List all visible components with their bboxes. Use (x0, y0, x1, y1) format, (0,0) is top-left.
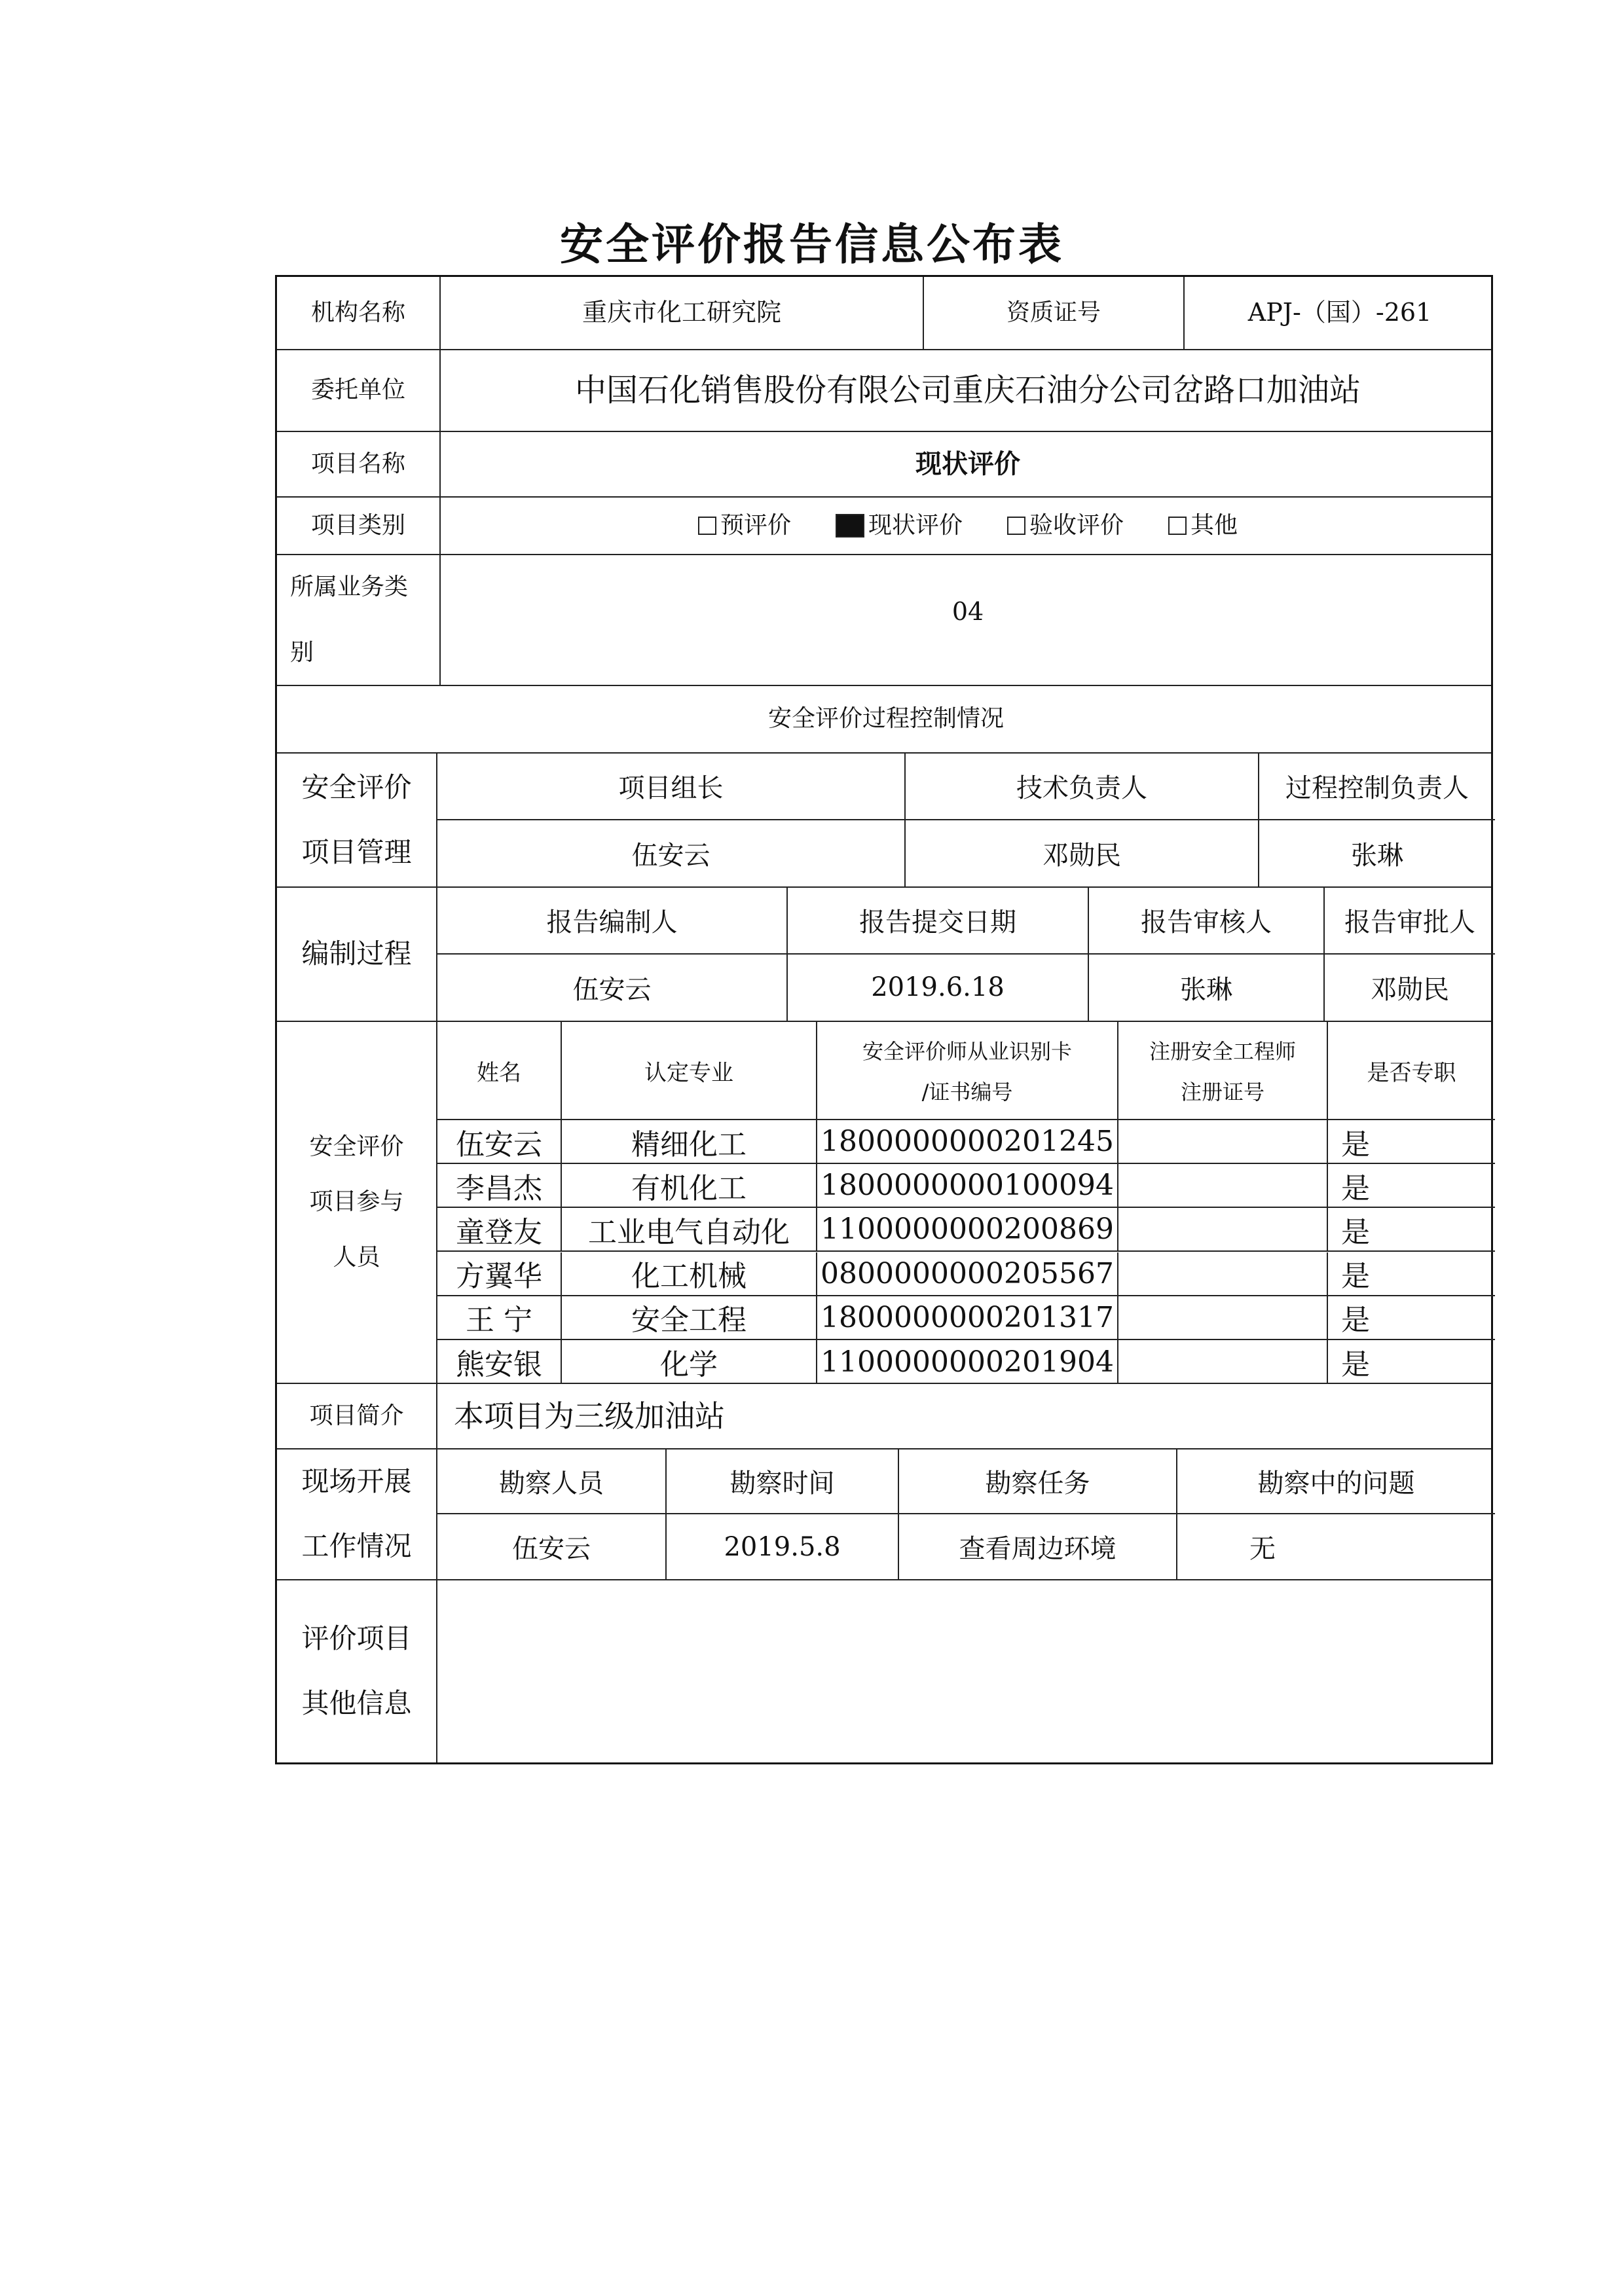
row-business-category (277, 555, 1491, 686)
participant-name: 童登友 (437, 1208, 562, 1250)
project-name-label: 项目名称 (277, 432, 441, 496)
header-surveyor: 勘察人员 (437, 1449, 667, 1513)
option-acceptance-evaluation[interactable]: 验收评价 (1007, 509, 1124, 542)
header-card-number: 安全评价师从业识别卡 /证书编号 (817, 1022, 1118, 1119)
participant-name: 方翼华 (437, 1252, 562, 1295)
header-tech-lead: 技术负责人 (906, 754, 1259, 819)
participant-card-number: 1100000000201904 (817, 1340, 1118, 1384)
client-value: 中国石化销售股份有限公司重庆石油分公司岔路口加油站 (574, 371, 1361, 409)
project-type-options (441, 498, 1495, 554)
participants-grid (437, 1022, 1495, 1383)
header-approver: 报告审批人 (1344, 907, 1475, 938)
participant-registration-number (1118, 1120, 1328, 1163)
participant-fulltime: 是 (1341, 1127, 1370, 1161)
header-reviewer: 报告审核人 (1089, 888, 1325, 953)
participant-fulltime: 是 (1341, 1303, 1370, 1338)
management-header-row (437, 754, 1495, 820)
participant-specialty: 化学 (562, 1340, 817, 1384)
participant-registration-number (1118, 1296, 1328, 1339)
header-team-leader: 项目组长 (437, 754, 906, 819)
participant-fulltime: 是 (1341, 1171, 1370, 1205)
management-grid (437, 754, 1495, 886)
participant-row (437, 1164, 1495, 1208)
checked-box-icon (836, 514, 864, 538)
option-pre-evaluation[interactable]: 预评价 (698, 509, 791, 542)
participant-specialty: 有机化工 (562, 1164, 817, 1207)
participant-fulltime: 是 (1341, 1260, 1370, 1294)
participant-name: 王 宁 (437, 1296, 562, 1339)
participant-card-number: 1800000000100094 (817, 1164, 1118, 1207)
header-fulltime: 是否专职 (1367, 1059, 1456, 1086)
row-org (277, 277, 1491, 350)
participant-specialty: 安全工程 (562, 1296, 817, 1339)
page-title: 安全评价报告信息公布表 (560, 219, 1064, 270)
site-work-value-row (437, 1514, 1495, 1579)
participant-row (437, 1296, 1495, 1340)
participant-fulltime: 是 (1341, 1215, 1370, 1249)
project-name-value: 现状评价 (915, 449, 1020, 479)
cert-label: 资质证号 (924, 277, 1185, 349)
participant-fulltime: 是 (1341, 1348, 1370, 1382)
checkbox-icon (698, 517, 716, 535)
compilation-label: 编制过程 (277, 888, 437, 1021)
participant-rows (437, 1120, 1495, 1384)
participant-name: 熊安银 (437, 1340, 562, 1384)
row-section-title (277, 686, 1491, 754)
row-site-work (277, 1449, 1491, 1580)
survey-time-value: 2019.5.8 (667, 1514, 899, 1579)
summary-value: 本项目为三级加油站 (454, 1398, 725, 1434)
management-label: 安全评价 项目管理 (277, 754, 437, 886)
client-label: 委托单位 (277, 350, 441, 431)
approver-value: 邓勋民 (1371, 974, 1449, 1005)
header-survey-task: 勘察任务 (899, 1449, 1177, 1513)
participant-specialty: 工业电气自动化 (562, 1208, 817, 1250)
compilation-header-row (437, 888, 1495, 955)
project-type-label: 项目类别 (277, 498, 441, 554)
row-project-type (277, 498, 1491, 555)
header-compiler: 报告编制人 (437, 888, 788, 953)
participant-specialty: 化工机械 (562, 1252, 817, 1295)
process-lead-value: 张琳 (1351, 840, 1403, 871)
participant-card-number: 0800000000205567 (817, 1252, 1118, 1295)
row-summary (277, 1384, 1491, 1449)
other-info-value (437, 1580, 1495, 1762)
survey-issues-value: 无 (1249, 1534, 1276, 1564)
team-leader-value: 伍安云 (437, 820, 906, 887)
participant-registration-number (1118, 1252, 1328, 1295)
participant-card-number: 1800000000201317 (817, 1296, 1118, 1339)
header-specialty: 认定专业 (562, 1022, 817, 1119)
summary-label: 项目简介 (277, 1384, 437, 1448)
business-category-value: 04 (951, 597, 984, 626)
row-project-name (277, 432, 1491, 498)
site-work-header-row (437, 1449, 1495, 1514)
site-work-label: 现场开展 工作情况 (277, 1449, 437, 1579)
submit-date-value: 2019.6.18 (788, 955, 1089, 1021)
other-info-label: 评价项目 其他信息 (277, 1580, 437, 1762)
checkbox-icon (1007, 517, 1025, 535)
participant-name: 李昌杰 (437, 1164, 562, 1207)
management-value-row (437, 820, 1495, 887)
survey-task-value: 查看周边环境 (899, 1514, 1177, 1579)
header-submit-date: 报告提交日期 (788, 888, 1089, 953)
row-client (277, 350, 1491, 432)
header-survey-time: 勘察时间 (667, 1449, 899, 1513)
participant-registration-number (1118, 1208, 1328, 1250)
participants-label: 安全评价 项目参与 人员 (277, 1022, 437, 1383)
header-survey-issues: 勘察中的问题 (1257, 1468, 1415, 1499)
org-value: 重庆市化工研究院 (441, 277, 924, 349)
participant-row (437, 1208, 1495, 1252)
participant-row (437, 1340, 1495, 1384)
participant-row (437, 1120, 1495, 1164)
org-label: 机构名称 (277, 277, 441, 349)
business-category-label: 所属业务类 别 (277, 555, 441, 685)
cert-value: APJ-（国）-261 (1247, 298, 1432, 327)
tech-lead-value: 邓勋民 (906, 820, 1259, 887)
row-compilation (277, 888, 1491, 1022)
participant-name: 伍安云 (437, 1120, 562, 1163)
row-other-info (277, 1580, 1491, 1762)
option-status-evaluation[interactable]: 现状评价 (836, 509, 963, 542)
row-participants (277, 1022, 1491, 1384)
header-process-lead: 过程控制负责人 (1285, 773, 1469, 804)
participant-card-number: 1100000000200869 (817, 1208, 1118, 1250)
reviewer-value: 张琳 (1089, 955, 1325, 1021)
header-name: 姓名 (437, 1022, 562, 1119)
compilation-value-row (437, 955, 1495, 1021)
participant-specialty: 精细化工 (562, 1120, 817, 1163)
site-work-grid (437, 1449, 1495, 1579)
surveyor-value: 伍安云 (437, 1514, 667, 1579)
process-section-title: 安全评价过程控制情况 (767, 705, 1004, 733)
checkbox-icon (1168, 517, 1187, 535)
option-other[interactable]: 其他 (1168, 509, 1238, 542)
header-registration-number: 注册安全工程师 注册证号 (1118, 1022, 1328, 1119)
participant-registration-number (1118, 1164, 1328, 1207)
compiler-value: 伍安云 (437, 955, 788, 1021)
participant-row (437, 1252, 1495, 1296)
info-table (275, 275, 1493, 1764)
participant-registration-number (1118, 1340, 1328, 1384)
participants-header-row (437, 1022, 1495, 1120)
participant-card-number: 1800000000201245 (817, 1120, 1118, 1163)
row-management (277, 754, 1491, 888)
compilation-grid (437, 888, 1495, 1021)
